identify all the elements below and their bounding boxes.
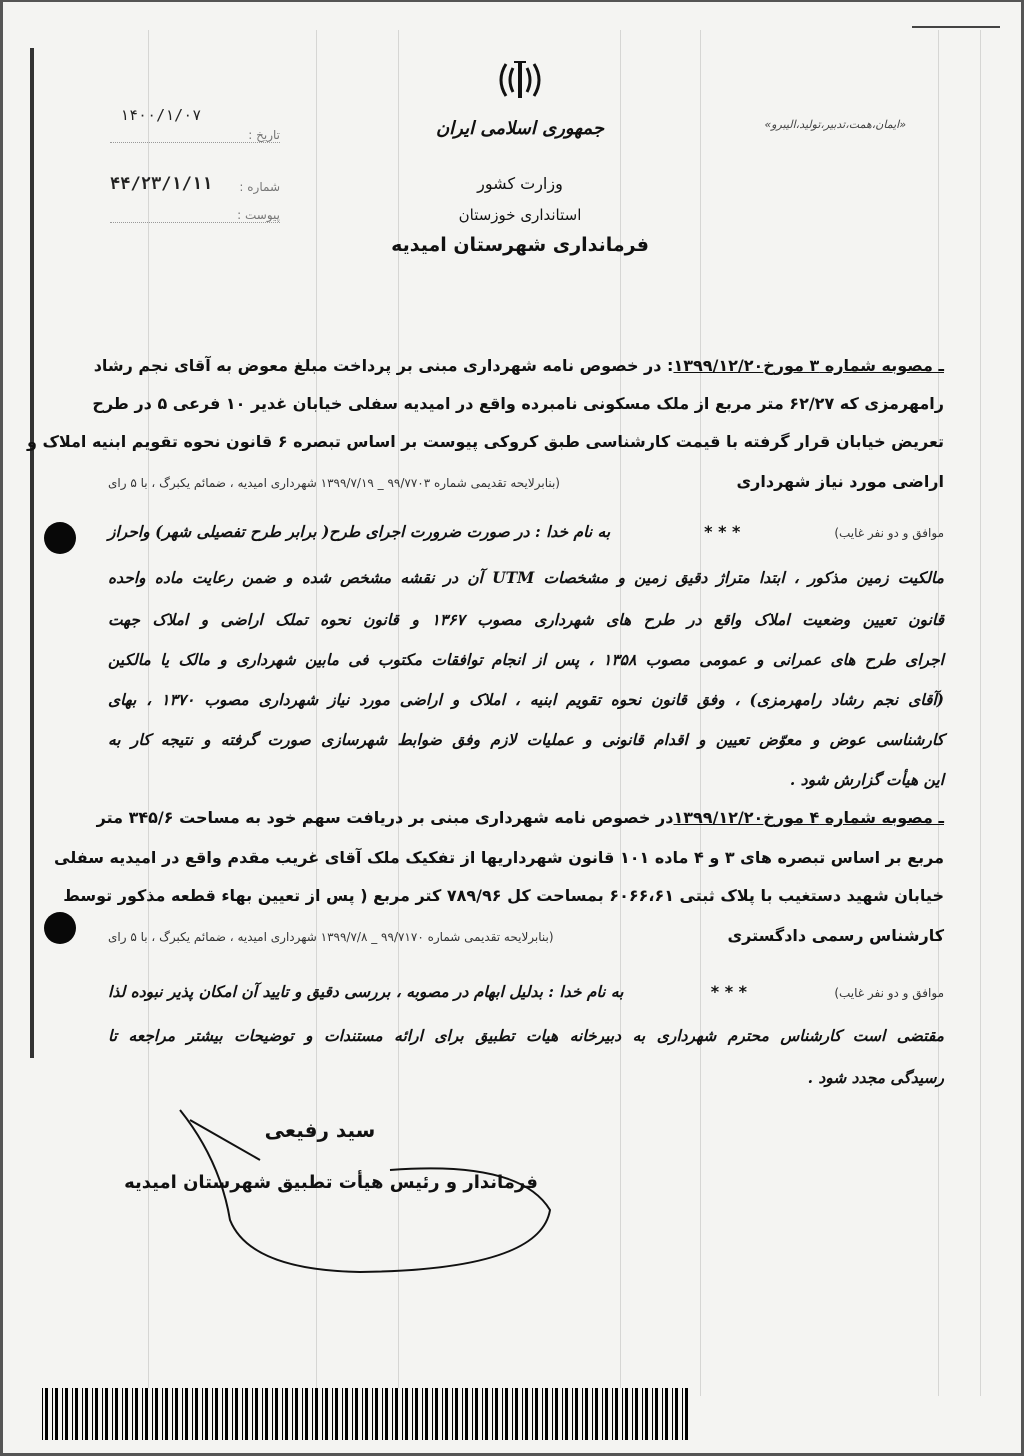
signatory-title: فرماندار و رئیس هیأت تطبیق شهرستان امیدیه [124, 1172, 538, 1193]
body-line [93, 356, 944, 375]
body-text: مقتضی است کارشناس محترم شهرداری به دبیرخانه هیات تطبیق برای ارائه مستندات و توضیحات بیشتر مراجعه تا [108, 1026, 944, 1045]
body-text: موافق و دو نفر غایب) [834, 526, 944, 540]
scan-artifact-line [980, 30, 981, 1396]
body-text: (بنابرلایحه تقدیمی شماره ۹۹/۷۱۷۰ _ ۱۳۹۹/۷/۸ شهرداری امیدیه ، ضمائم یکبرگ ، با ۵ رای [108, 930, 554, 944]
body-text: * * * [704, 522, 741, 541]
attachment-label: پیوست : [237, 208, 280, 222]
body-line [108, 522, 944, 541]
body-text: : در خصوص نامه شهرداری مبنی بر پرداخت مبلغ معوض به آقای نجم رشاد [93, 356, 674, 375]
body-text: مالکیت زمین مذکور ، ابتدا متراژ دقیق زمین و مشخصات UTM آن در نقشه مشخص شده و ضمن رعایت ماده واحده [108, 568, 944, 587]
body-line [108, 982, 944, 1001]
body-line [54, 848, 944, 867]
body-text: (بنابرلایحه تقدیمی شماره ۹۹/۷۷۰۳ _ ۱۳۹۹/۷/۱۹ شهرداری امیدیه ، ضمائم یکبرگ ، با ۵ رای [108, 476, 560, 490]
body-line [92, 394, 944, 413]
body-text: مربع بر اساس تبصره های ۳ و ۴ ماده ۱۰۱ قانون شهرداریها از تفکیک ملک آقای غریب مقدم واقع در امیدیه سفلی [54, 848, 944, 867]
body-line [108, 1068, 944, 1087]
body-text: در خصوص نامه شهرداری مبنی بر دریافت سهم خود به مساحت ۳۴۵/۶ متر [96, 808, 674, 827]
punch-hole [44, 522, 76, 554]
body-text: این هیأت گزارش شود . [789, 770, 944, 789]
body-line [108, 568, 944, 587]
scan-artifact-line [938, 30, 939, 1396]
body-line [108, 690, 944, 709]
number-label: شماره : [239, 180, 280, 194]
body-line [108, 730, 944, 749]
date-field [110, 106, 280, 143]
body-text: ـ مصوبه شماره ۴ مورخ۱۳۹۹/۱۲/۲۰ [673, 808, 944, 827]
body-line [96, 808, 944, 827]
body-line [63, 886, 944, 905]
body-text: موافق و دو نفر غایب) [834, 986, 944, 1000]
body-line [26, 432, 944, 451]
number-value: ۴۴/۲۳/۱/۱۱ [110, 174, 213, 194]
punch-hole [44, 912, 76, 944]
body-text: قانون تعیین وضعیت املاک واقع در طرح های شهرداری مصوب ۱۳۶۷ و قانون نحوه تملک اراضی و املاک جهت [108, 610, 945, 629]
body-text: تعریض خیابان قرار گرفته با قیمت کارشناسی طبق کروکی پیوست بر اساس تبصره ۶ قانون نحوه تقویم ابنیه املاک و [26, 432, 944, 451]
iran-emblem-icon [494, 58, 546, 102]
body-text: اراضی مورد نیاز شهرداری [736, 472, 944, 491]
scan-edge-bar [30, 48, 34, 1058]
attachment-field [110, 208, 280, 223]
body-line [108, 926, 944, 945]
body-line [108, 770, 944, 789]
body-line [108, 472, 944, 491]
body-line [108, 650, 944, 669]
body-text: کارشناسی عوض و معوّض تعیین و اقدام قانونی و عملیات لازم وفق ضوابط شهرسازی صورت گرفته و نتیجه کار به [108, 730, 944, 749]
body-text: (آقای نجم رشاد رامهرمزی) ، وفق قانون نحوه تقویم ابنیه ، املاک و اراضی مورد نیاز شهرداری مصوب ۱۳۷۰ ، بهای [108, 690, 945, 709]
ministry-name: وزارت کشور [477, 174, 563, 193]
body-text: ـ مصوبه شماره ۳ مورخ۱۳۹۹/۱۲/۲۰ [673, 356, 944, 375]
republic-title: جمهوری اسلامی ایران [435, 118, 605, 139]
province-office: استانداری خوزستان [458, 206, 582, 224]
body-text: به نام خدا : در صورت ضرورت اجرای طرح( برابر طرح تفصیلی شهر) واحراز [108, 522, 611, 541]
body-text: خیابان شهید دستغیب با پلاک ثبتی ۶۰۶۶،۶۱ بمساحت کل ۷۸۹/۹۶ کتر مربع ( پس از تعیین بهاء قطعه مذکور توسط [63, 886, 944, 905]
body-text: رامهرمزی که ۶۲/۲۷ متر مربع از ملک مسکونی نامبرده واقع در امیدیه سفلی خیابان غدیر ۱۰ فرعی ۵ در طرح [92, 394, 944, 413]
body-text: رسیدگی مجدد شود . [807, 1068, 944, 1087]
scan-artifact-line [700, 30, 701, 1396]
body-line [108, 1026, 944, 1045]
county-office: فرمانداری شهرستان امیدیه [391, 234, 649, 256]
body-text: * * * [710, 982, 748, 1001]
body-line [108, 610, 944, 629]
number-field [110, 174, 280, 194]
body-text: به نام خدا : بدلیل ابهام در مصوبه ، بررسی دقیق و تایید آن امکان پذیر نبوده لذا [108, 982, 624, 1001]
signatory-name: سید رفیعی [264, 1118, 376, 1142]
scan-edge-bar [912, 26, 1000, 28]
barcode-bar [688, 1388, 692, 1440]
body-text: کارشناس رسمی دادگستری [727, 926, 944, 945]
date-value: ۱۴۰۰/۱/۰۷ [120, 106, 202, 124]
date-label: تاریخ : [248, 128, 280, 142]
motto: «ایمان،همت،تدبیر،تولید،الیبرو» [764, 118, 906, 131]
body-text: اجرای طرح های عمرانی و عمومی مصوب ۱۳۵۸ ، پس از انجام توافقات مکتوب فی مابین شهرداری و مالک یا مالکین [108, 650, 944, 669]
barcode [42, 1388, 1006, 1440]
